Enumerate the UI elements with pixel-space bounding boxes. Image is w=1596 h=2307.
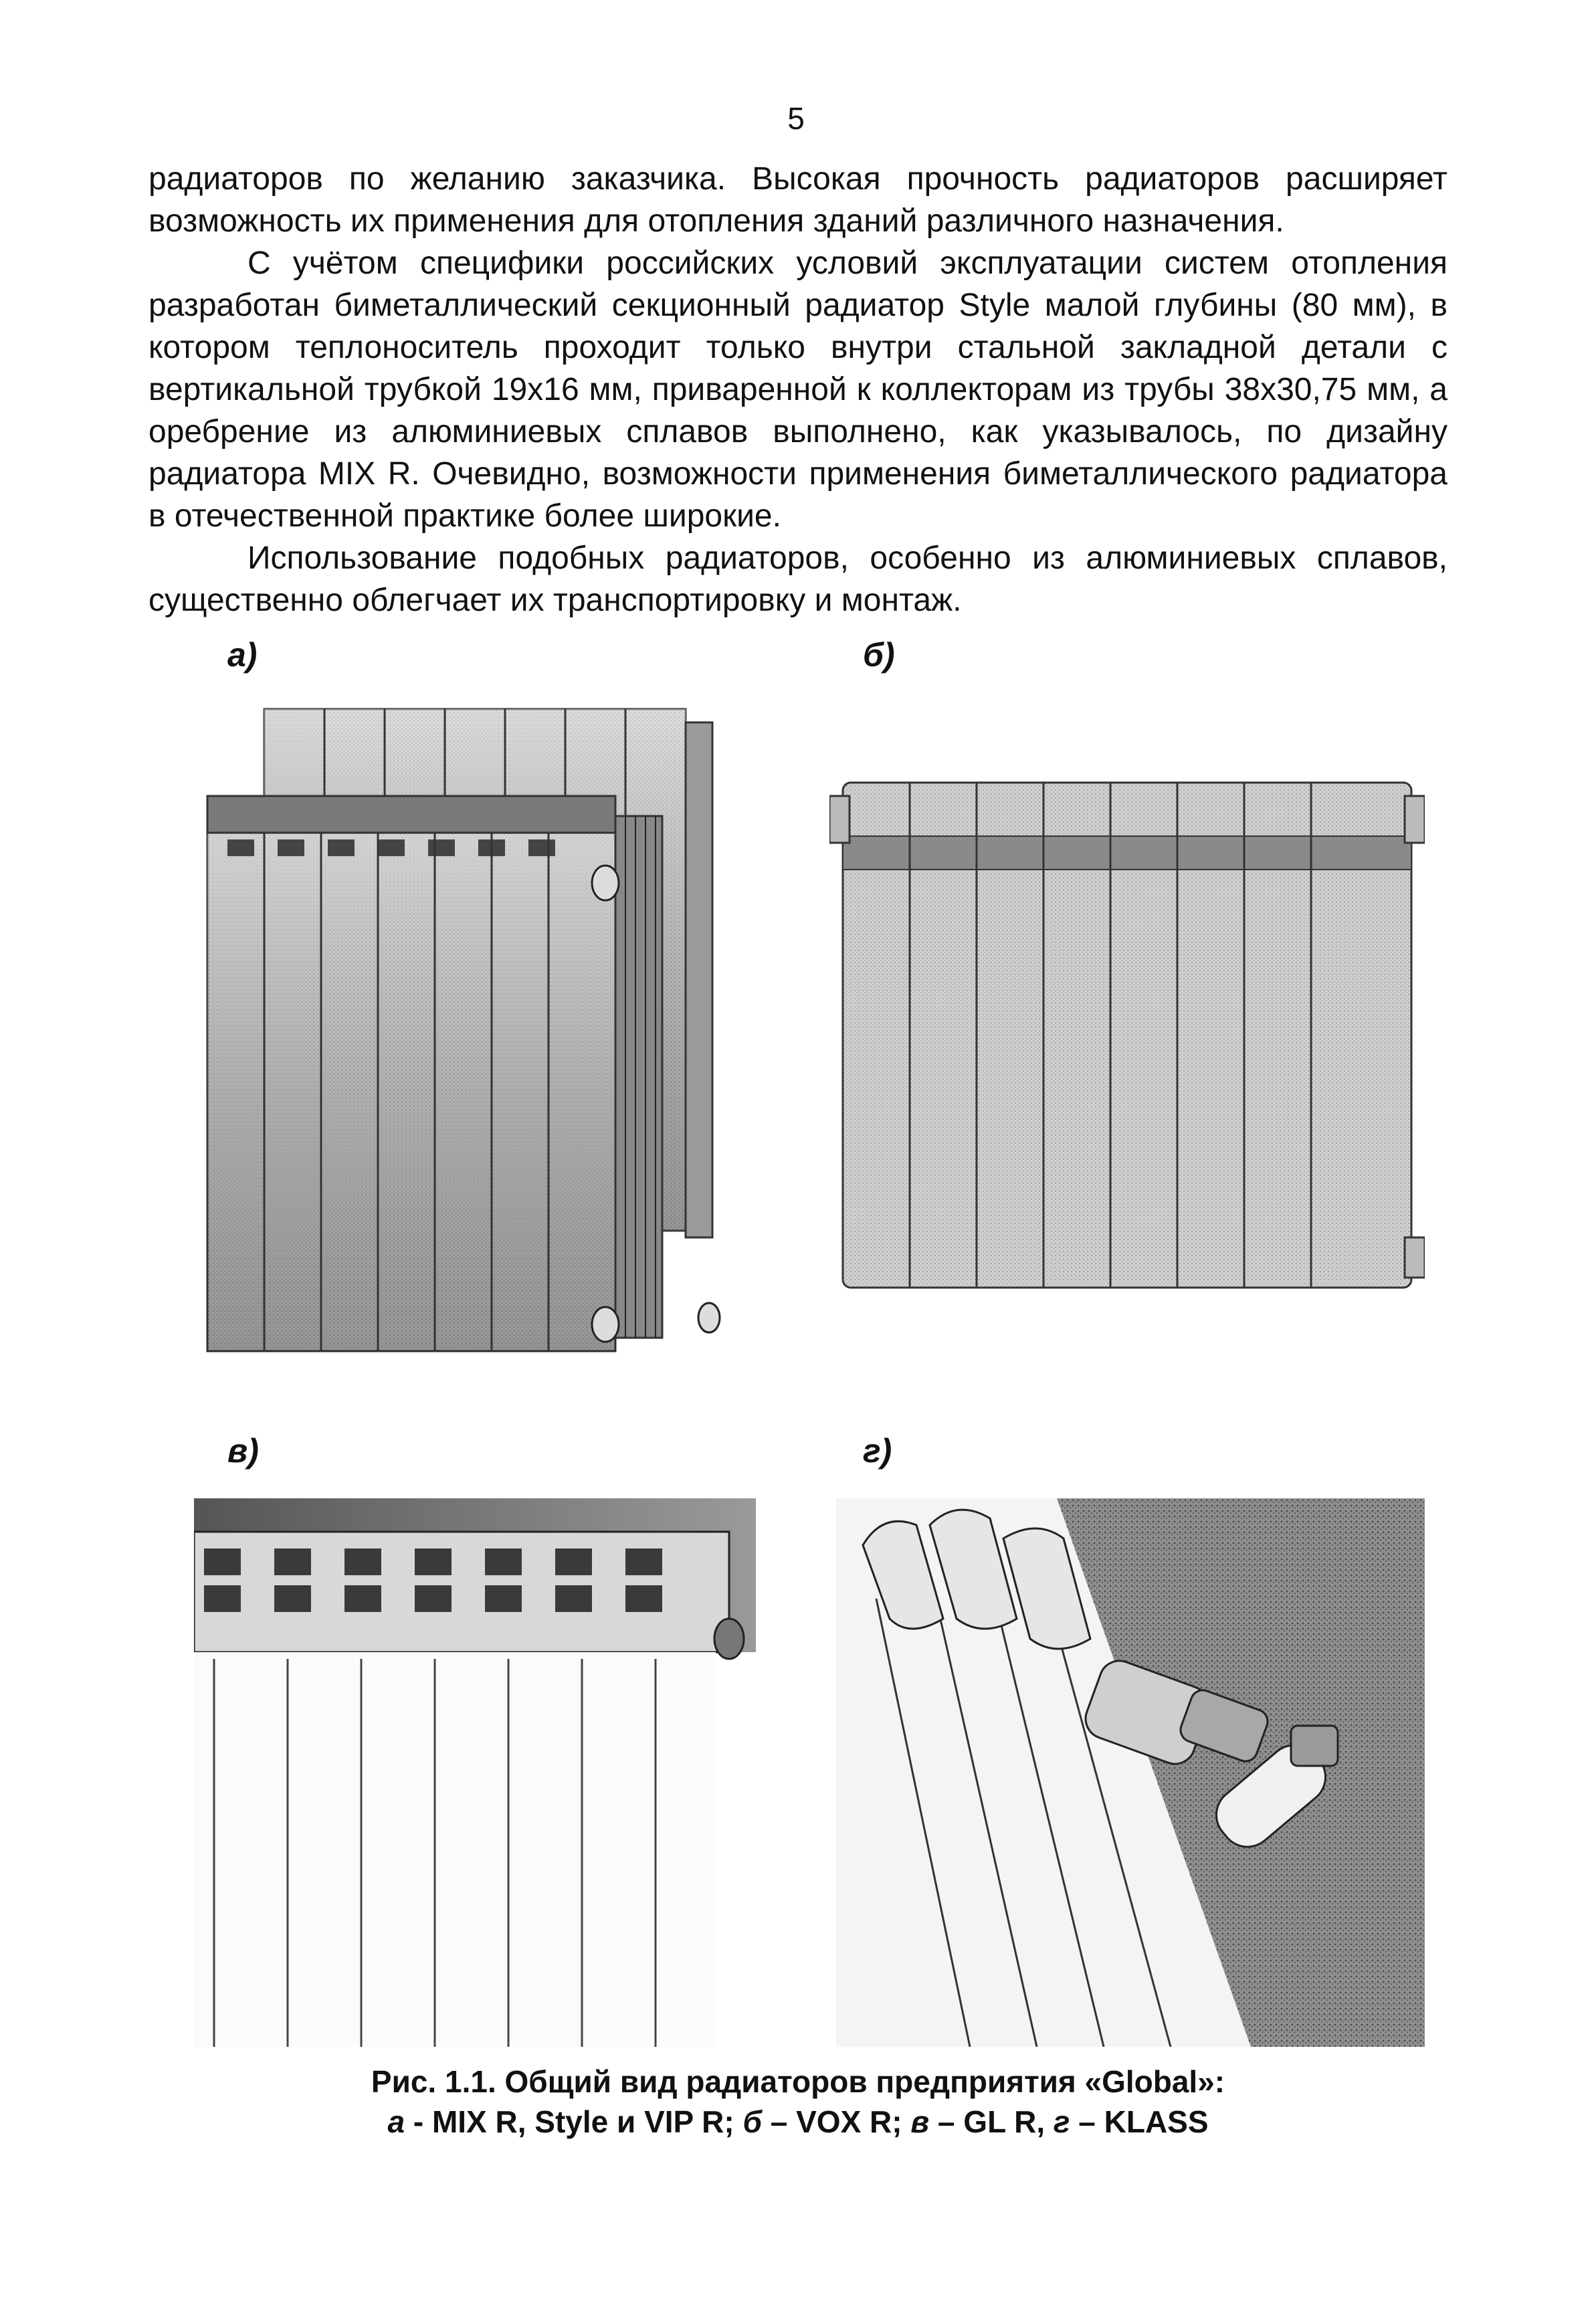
radiator-image-a — [201, 696, 749, 1365]
caption-value-b: – VOX R; — [761, 2104, 911, 2139]
panel-label-b: б) — [863, 636, 895, 674]
caption-value-g: – KLASS — [1070, 2104, 1209, 2139]
page-number: 5 — [787, 101, 805, 136]
panel-label-g: г) — [863, 1432, 892, 1470]
caption-key-a: а — [387, 2104, 405, 2139]
radiator-image-g — [836, 1498, 1425, 2047]
panel-label-v: в) — [227, 1432, 259, 1470]
body-text — [148, 158, 1448, 621]
caption-key-v: в — [910, 2104, 930, 2139]
paragraph-1: радиаторов по желанию заказчика. Высокая прочность радиаторов расширяет возможность их применения для отопления зданий различного назначения. — [148, 161, 1448, 239]
caption-key-g: г — [1053, 2104, 1070, 2139]
paragraph-2: С учётом специфики российских условий эксплуатации систем отопления разработан биметаллический секционный радиатор Style малой глубины (80 мм), в котором теплоноситель проходит только внутри стальной закладной детали с вертикальной трубкой 19х16 мм, приваренной к коллекторам из трубы 38х30,75 мм, а оребрение из алюминиевых сплавов выполнено, как указывалось, по дизайну радиатора MIX R. Очевидно, возможности применения биметаллического радиатора в отечественной практике более широкие. — [148, 245, 1448, 534]
caption-value-v: – GL R, — [929, 2104, 1054, 2139]
radiator-image-b — [829, 769, 1425, 1298]
figure-caption-line-1: Рис. 1.1. Общий вид радиаторов предприятия «Global»: — [371, 2064, 1225, 2099]
paragraph-3: Использование подобных радиаторов, особенно из алюминиевых сплавов, существенно облегчает их транспортировку и монтаж. — [148, 540, 1448, 618]
panel-label-a: а) — [227, 636, 258, 674]
caption-key-b: б — [742, 2104, 762, 2139]
figure-caption-line-2 — [148, 2102, 1448, 2142]
caption-value-a: - MIX R, Style и VIP R; — [405, 2104, 743, 2139]
radiator-image-v — [194, 1498, 756, 2047]
